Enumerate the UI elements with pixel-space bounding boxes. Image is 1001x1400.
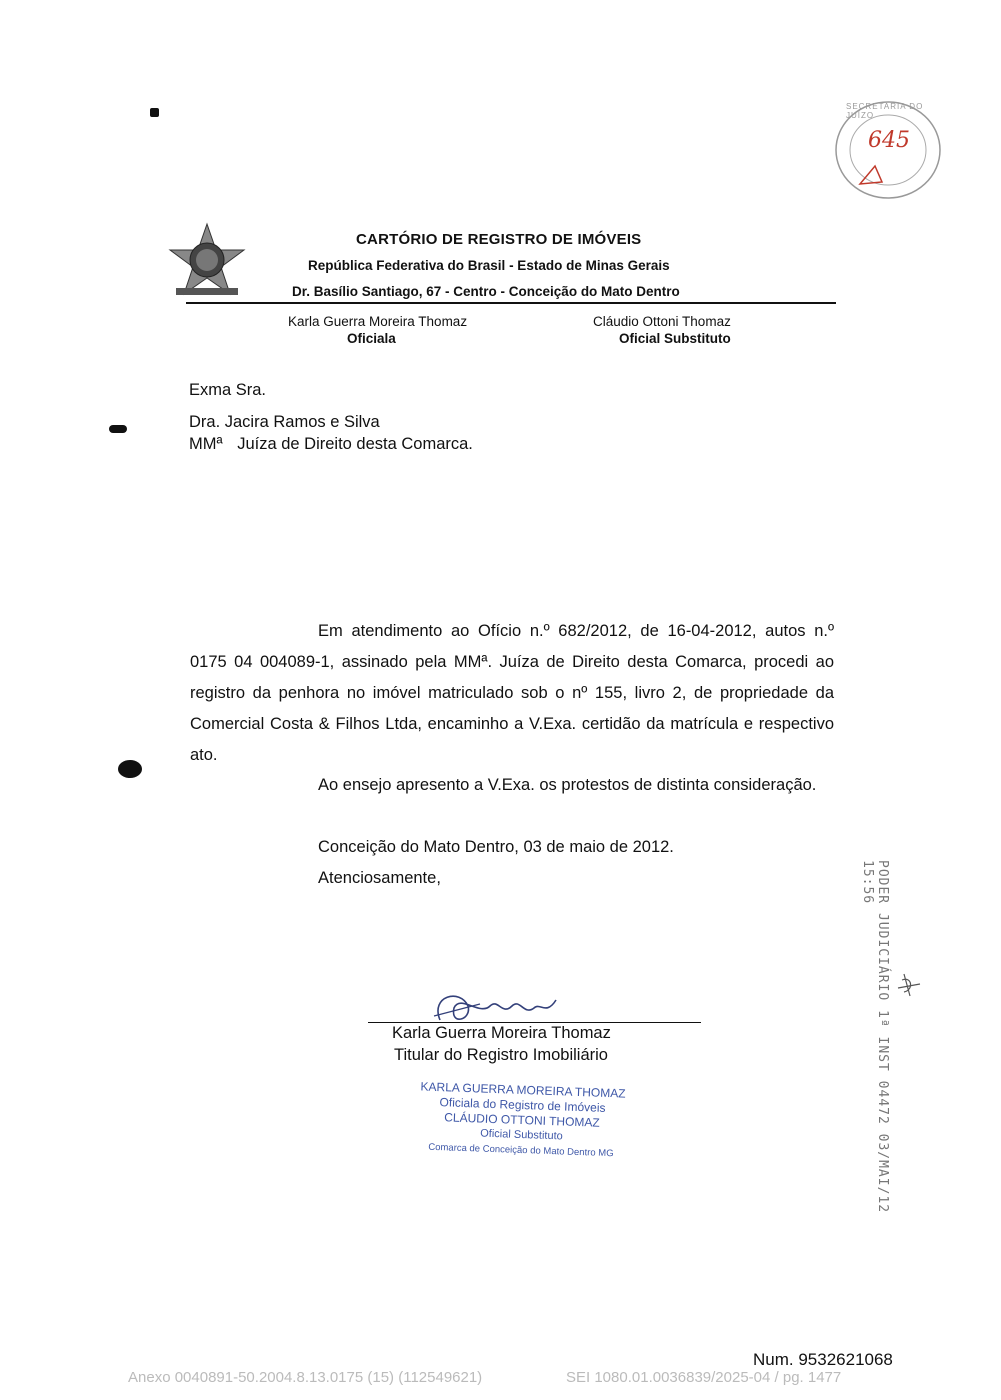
closing: Atenciosamente, bbox=[318, 869, 441, 887]
registry-stamp bbox=[411, 1079, 633, 1162]
body-paragraph-1: Em atendimento ao Ofício n.º 682/2012, de 16-04-2012, autos n.º 0175 04 004089-1, assinado pela MMª. Juíza de Direito desta Comarca, procedi ao registro da penhora no imóvel matriculado sob o nº 155, livro 2, de propriedade da Comercial Costa & Filhos Ltda, encaminho a V.Exa. certidão da matrícula e respectivo ato. bbox=[190, 622, 834, 764]
court-stamp bbox=[830, 96, 946, 204]
officer-name-1: Karla Guerra Moreira Thomaz bbox=[288, 314, 468, 329]
registry-stamp-line-1: KARLA GUERRA MOREIRA THOMAZ bbox=[420, 1079, 626, 1101]
place-date: Conceição do Mato Dentro, 03 de maio de 2012. bbox=[318, 838, 674, 856]
footer-sei: SEI 1080.01.0036839/2025-04 / pg. 1477 bbox=[566, 1369, 842, 1386]
footer-annex: Anexo 0040891-50.2004.8.13.0175 (15) (112549621) bbox=[128, 1369, 483, 1386]
document-number: Num. 9532621068 bbox=[753, 1350, 893, 1369]
signer-name: Karla Guerra Moreira Thomaz bbox=[392, 1024, 611, 1042]
registry-stamp-line-4: Oficial Substituto bbox=[480, 1127, 563, 1143]
protocol-stamp bbox=[860, 860, 900, 1220]
protocol-initials bbox=[894, 970, 924, 1000]
recipient-title: Juíza de Direito desta Comarca. bbox=[237, 435, 473, 453]
registry-stamp-line-5: Comarca de Conceição do Mato Dentro MG bbox=[428, 1141, 614, 1160]
officer-role-1: Oficiala bbox=[347, 331, 396, 346]
recipient-name: Dra. Jacira Ramos e Silva bbox=[189, 413, 380, 431]
header-title: CARTÓRIO DE REGISTRO DE IMÓVEIS bbox=[356, 231, 642, 248]
officer-role-2: Oficial Substituto bbox=[619, 331, 731, 346]
court-stamp-page-number: 645 bbox=[868, 128, 910, 153]
registry-stamp-line-2: Oficiala do Registro de Imóveis bbox=[439, 1095, 606, 1115]
header-divider bbox=[186, 302, 836, 304]
salutation: Exma Sra. bbox=[189, 381, 267, 399]
officer-name-2: Cláudio Ottoni Thomaz bbox=[593, 314, 731, 329]
brazil-coat-of-arms-icon bbox=[168, 222, 246, 300]
header-address: Dr. Basílio Santiago, 67 - Centro - Conceição do Mato Dentro bbox=[292, 284, 680, 299]
registry-stamp-line-3: CLÁUDIO OTTONI THOMAZ bbox=[444, 1110, 600, 1130]
scan-speck bbox=[150, 108, 159, 117]
protocol-stamp-text: PODER JUDICIÁRIO 1ª INST 04472 03/MAI/12 15:56 bbox=[860, 860, 890, 1214]
header-subtitle: República Federativa do Brasil - Estado de Minas Gerais bbox=[308, 258, 670, 273]
body-paragraph-2: Ao ensejo apresento a V.Exa. os protestos de distinta consideração. bbox=[318, 776, 817, 794]
recipient-title-abbrev: MMª bbox=[189, 435, 223, 453]
recipient-title-line bbox=[189, 432, 473, 456]
signer-role: Titular do Registro Imobiliário bbox=[394, 1046, 608, 1064]
scan-speck bbox=[109, 425, 127, 433]
court-stamp-ring-text: SECRETARIA DO JUÍZO bbox=[846, 102, 924, 120]
scan-speck bbox=[118, 760, 142, 778]
